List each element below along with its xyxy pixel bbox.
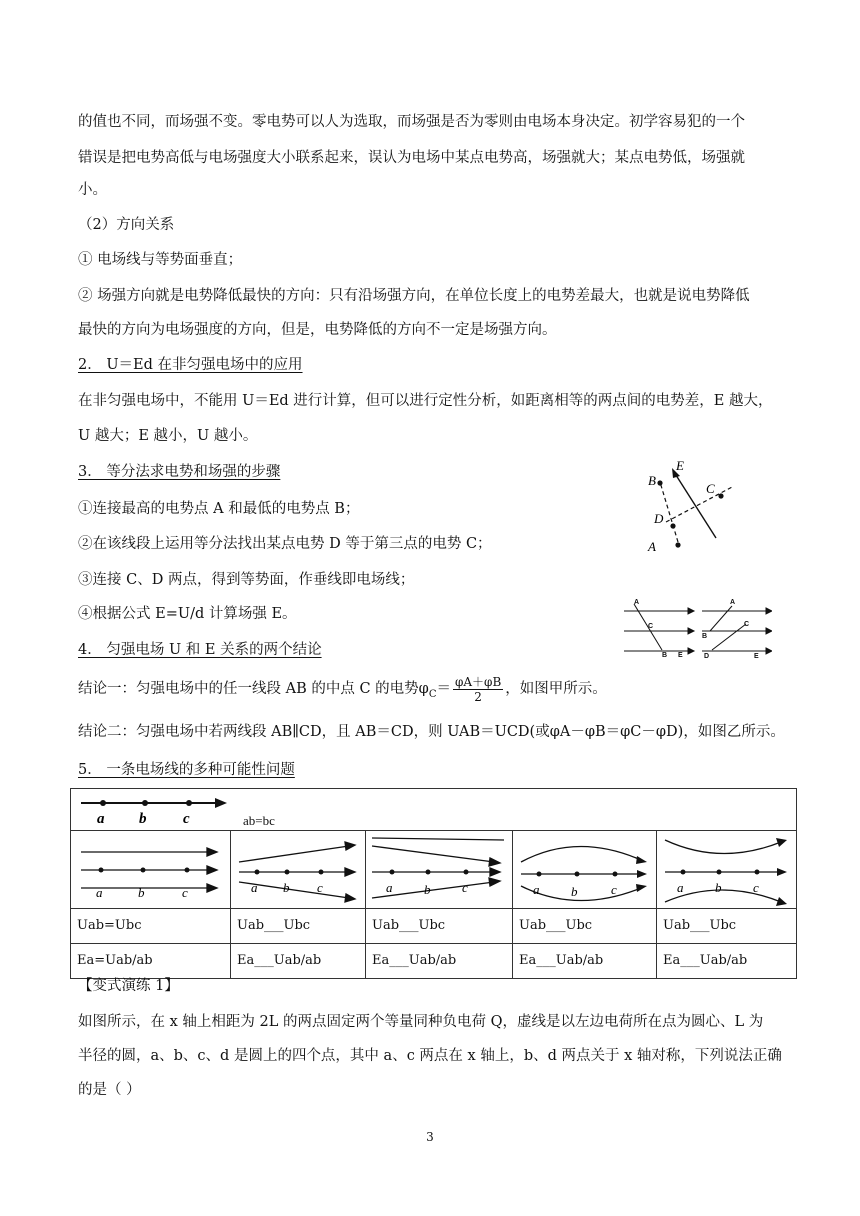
label-A: A <box>648 539 656 554</box>
section-heading-3: 3． 等分法求电势和场强的步骤 <box>78 464 281 480</box>
svg-text:E: E <box>678 652 683 659</box>
page-number: 3 <box>426 1130 434 1144</box>
header-field-line <box>75 789 235 829</box>
svg-text:a: a <box>97 811 105 827</box>
e-cell: Ea___Uab/ab <box>372 953 457 968</box>
potential-fraction: $\frac{\varphi A+\varphi B}{2}$ <box>454 674 502 704</box>
svg-text:A: A <box>634 599 640 606</box>
potential-difference-row <box>71 909 797 944</box>
equipotential-figure <box>636 456 746 560</box>
svg-text:c: c <box>753 879 759 895</box>
paragraph-line: ② 场强方向就是电势降低最快的方向：只有沿场强方向，在单位长度上的电势差最大，也就是说电势降低 <box>78 288 750 304</box>
conclusion-1: 结论一：匀强电场中的任一线段 AB 的中点 C 的电势$\varphi_C=$ $\frac{\varphi A+\varphi B}{2}$ ，如图甲所示。 <box>78 674 607 704</box>
svg-text:a: a <box>251 879 258 895</box>
ab-equals-bc: ab=bc <box>243 813 275 828</box>
svg-text:E: E <box>754 653 759 660</box>
svg-text:b: b <box>138 884 145 900</box>
svg-text:b: b <box>424 881 431 897</box>
e-cell: Ea___Uab/ab <box>519 953 604 968</box>
paragraph-line: 错误是把电势高低与电场强度大小联系起来，误认为电场中某点电势高，场强就大；某点电势低，场强就 <box>78 150 745 166</box>
paragraph-line: 的值也不同，而场强不变。零电势可以人为选取，而场强是否为零则由电场本身决定。初学容易犯的一个 <box>78 114 745 130</box>
svg-text:B: B <box>702 633 708 640</box>
u-cell: Uab___Ubc <box>663 918 737 933</box>
paragraph-line: 如图所示，在 x 轴上相距为 2L 的两点固定两个等量同种负电荷 Q，虚线是以左边电荷所在点为圆心、L 为 <box>78 1014 764 1030</box>
u-cell: Uab___Ubc <box>519 918 593 933</box>
e-cell: Ea=Uab/ab <box>77 953 153 968</box>
svg-text:b: b <box>139 811 147 827</box>
u-cell: Uab___Ubc <box>237 918 311 933</box>
fig-bulging <box>513 831 657 909</box>
svg-text:c: c <box>317 879 323 895</box>
svg-text:A: A <box>730 599 736 606</box>
fig-pinched <box>657 831 797 909</box>
paragraph-line: 最快的方向为电场强度的方向，但是，电势降低的方向不一定是场强方向。 <box>78 322 557 338</box>
paragraph-line: 在非匀强电场中，不能用 U＝Ed 进行计算，但可以进行定性分析，如距离相等的两点间的电势差，E 越大， <box>78 393 773 409</box>
uniform-field-figures <box>620 594 772 664</box>
svg-text:c: c <box>611 881 617 897</box>
step-3: ③连接 C、D 两点，得到等势面，作垂线即电场线； <box>78 572 415 588</box>
svg-text:C: C <box>648 623 654 630</box>
fig-converging <box>366 831 513 909</box>
field-strength-row <box>71 944 797 979</box>
step-1: ①连接最高的电势点 A 和最低的电势点 B； <box>78 501 360 517</box>
svg-text:b: b <box>571 883 578 899</box>
paragraph-line: 的是（ ） <box>78 1082 141 1098</box>
label-D: D <box>654 511 664 526</box>
u-cell: Uab=Ubc <box>77 918 142 933</box>
svg-text:c: c <box>462 879 468 895</box>
step-4: ④根据公式 E=U/d 计算场强 E。 <box>78 606 297 622</box>
svg-text:a: a <box>677 879 684 895</box>
svg-text:B: B <box>662 652 668 659</box>
svg-text:b: b <box>715 879 722 895</box>
label-C: C <box>706 481 715 496</box>
label-B: B <box>648 473 656 488</box>
paragraph-line: ① 电场线与等势面垂直； <box>78 252 243 268</box>
e-cell: Ea___Uab/ab <box>237 953 322 968</box>
u-cell: Uab___Ubc <box>372 918 446 933</box>
paragraph-line: 半径的圆，a、b、c、d 是圆上的四个点，其中 a、c 两点在 x 轴上，b、d 两点关于 x 轴对称，下列说法正确 <box>78 1048 782 1064</box>
conclusion-2: 结论二：匀强电场中若两线段 AB∥CD，且 AB＝CD，则 UAB＝UCD(或φA－φB＝φC－φD)，如图乙所示。 <box>78 724 785 740</box>
svg-text:b: b <box>283 879 290 895</box>
section-heading-5: 5． 一条电场线的多种可能性问题 <box>78 762 295 778</box>
table-header-row <box>71 789 797 831</box>
svg-text:a: a <box>533 881 540 897</box>
subheading: （2）方向关系 <box>78 217 175 233</box>
svg-text:a: a <box>386 879 393 895</box>
svg-text:D: D <box>704 653 710 660</box>
section-heading-2: 2． U＝Ed 在非匀强电场中的应用 <box>78 357 303 373</box>
field-line-table <box>70 788 797 979</box>
exercise-heading: 【变式演练 1】 <box>78 978 179 994</box>
section-heading-4: 4． 匀强电场 U 和 E 关系的两个结论 <box>78 642 322 658</box>
step-2: ②在该线段上运用等分法找出某点电势 D 等于第三点的电势 C； <box>78 536 492 552</box>
label-E: E <box>676 458 684 473</box>
paragraph-line: 小。 <box>78 182 107 198</box>
figure-row <box>71 831 797 909</box>
svg-text:a: a <box>96 884 103 900</box>
paragraph-line: U 越大；E 越小，U 越小。 <box>78 428 258 444</box>
fig-diverging <box>231 831 366 909</box>
fig-uniform <box>71 831 231 909</box>
e-cell: Ea___Uab/ab <box>663 953 748 968</box>
svg-text:c: c <box>182 884 188 900</box>
svg-text:C: C <box>744 621 750 628</box>
svg-text:c: c <box>183 811 190 827</box>
